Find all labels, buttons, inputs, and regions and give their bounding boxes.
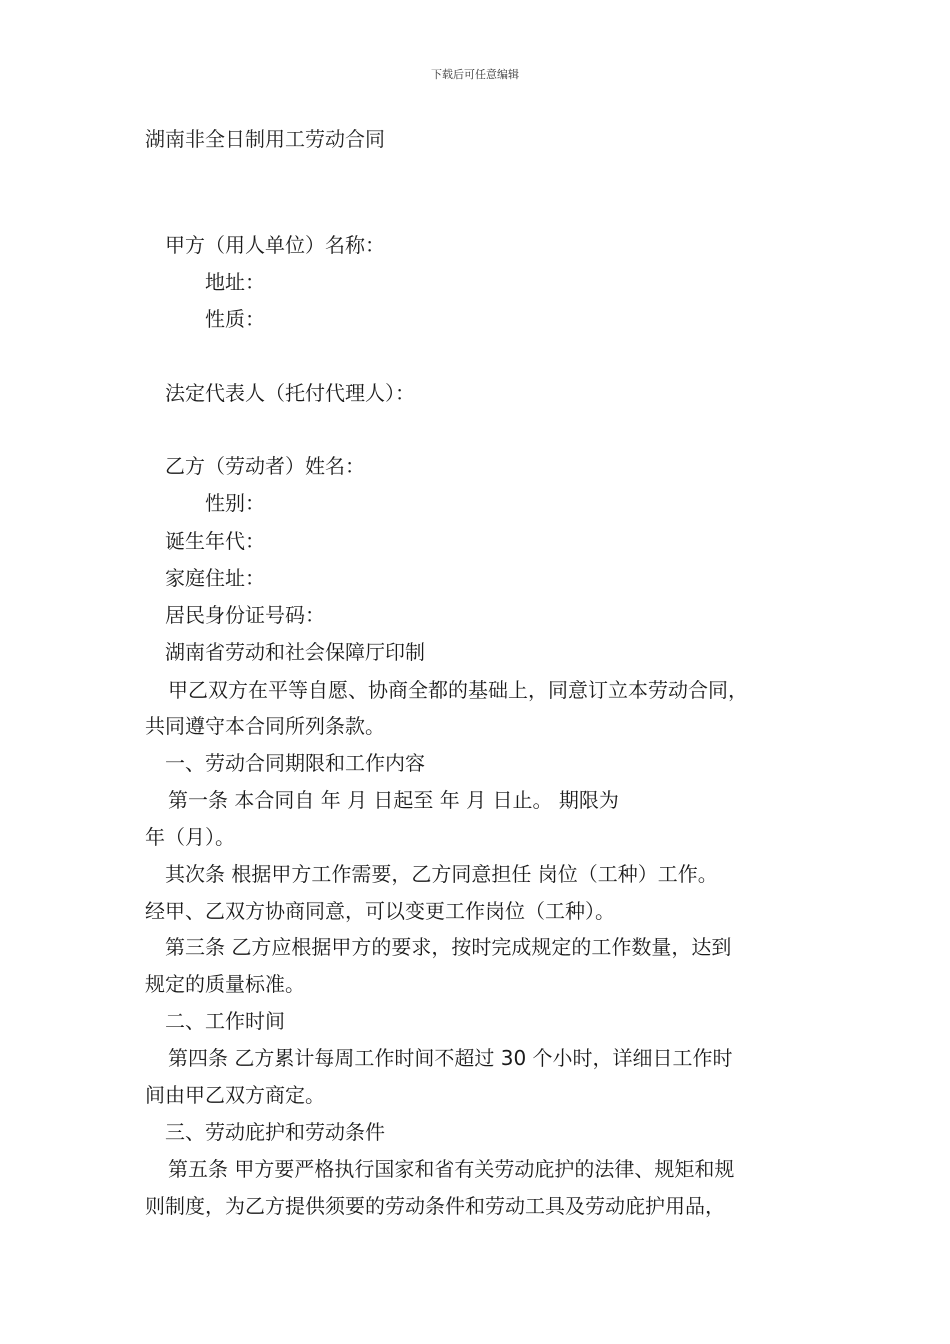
article-4-line-2: 间由甲乙双方商定。 [145, 1083, 325, 1107]
printer-line: 湖南省劳动和社会保障厅印制 [165, 640, 425, 664]
party-a-nature-label: 性质： [205, 307, 265, 331]
party-b-gender-label: 性别： [205, 491, 265, 515]
article-5-line-2: 则制度，为乙方提供须要的劳动条件和劳动工具及劳动庇护用品， [145, 1194, 725, 1218]
article-1-line-1: 第一条 本合同自 年 月 日起至 年 月 日止。 期限为 [168, 788, 619, 812]
party-b-name-label: 乙方（劳动者）姓名： [165, 454, 365, 478]
article-4-line-1: 第四条 乙方累计每周工作时间不超过 30 个小时，详细日工作时 [168, 1046, 733, 1070]
article-5-line-1: 第五条 甲方要严格执行国家和省有关劳动庇护的法律、规矩和规 [168, 1157, 735, 1181]
article-3-line-2: 规定的质量标准。 [145, 972, 305, 996]
document-title: 湖南非全日制用工劳动合同 [145, 127, 385, 151]
legal-rep-label: 法定代表人（托付代理人）： [165, 381, 415, 405]
intro-line-1: 甲乙双方在平等自愿、协商全都的基础上，同意订立本劳动合同， [168, 678, 748, 702]
party-a-address-label: 地址： [205, 270, 265, 294]
article-3-line-1: 第三条 乙方应根据甲方的要求，按时完成规定的工作数量，达到 [165, 935, 732, 959]
party-b-id-label: 居民身份证号码： [165, 603, 325, 627]
section-1-title: 一、劳动合同期限和工作内容 [165, 751, 425, 775]
article-2-line-2: 经甲、乙双方协商同意，可以变更工作岗位（工种）。 [145, 899, 615, 923]
article-2-line-1: 其次条 根据甲方工作需要，乙方同意担任 岗位（工种）工作。 [165, 862, 718, 886]
party-a-name-label: 甲方（用人单位）名称： [165, 233, 385, 257]
article-1-line-2: 年（月）。 [145, 825, 235, 849]
header-note: 下载后可任意编辑 [431, 68, 519, 81]
party-b-birth-label: 诞生年代： [165, 529, 265, 553]
section-2-title: 二、工作时间 [165, 1009, 285, 1033]
party-b-home-address-label: 家庭住址： [165, 566, 265, 590]
intro-line-2: 共同遵守本合同所列条款。 [145, 714, 385, 738]
section-3-title: 三、劳动庇护和劳动条件 [165, 1120, 385, 1144]
